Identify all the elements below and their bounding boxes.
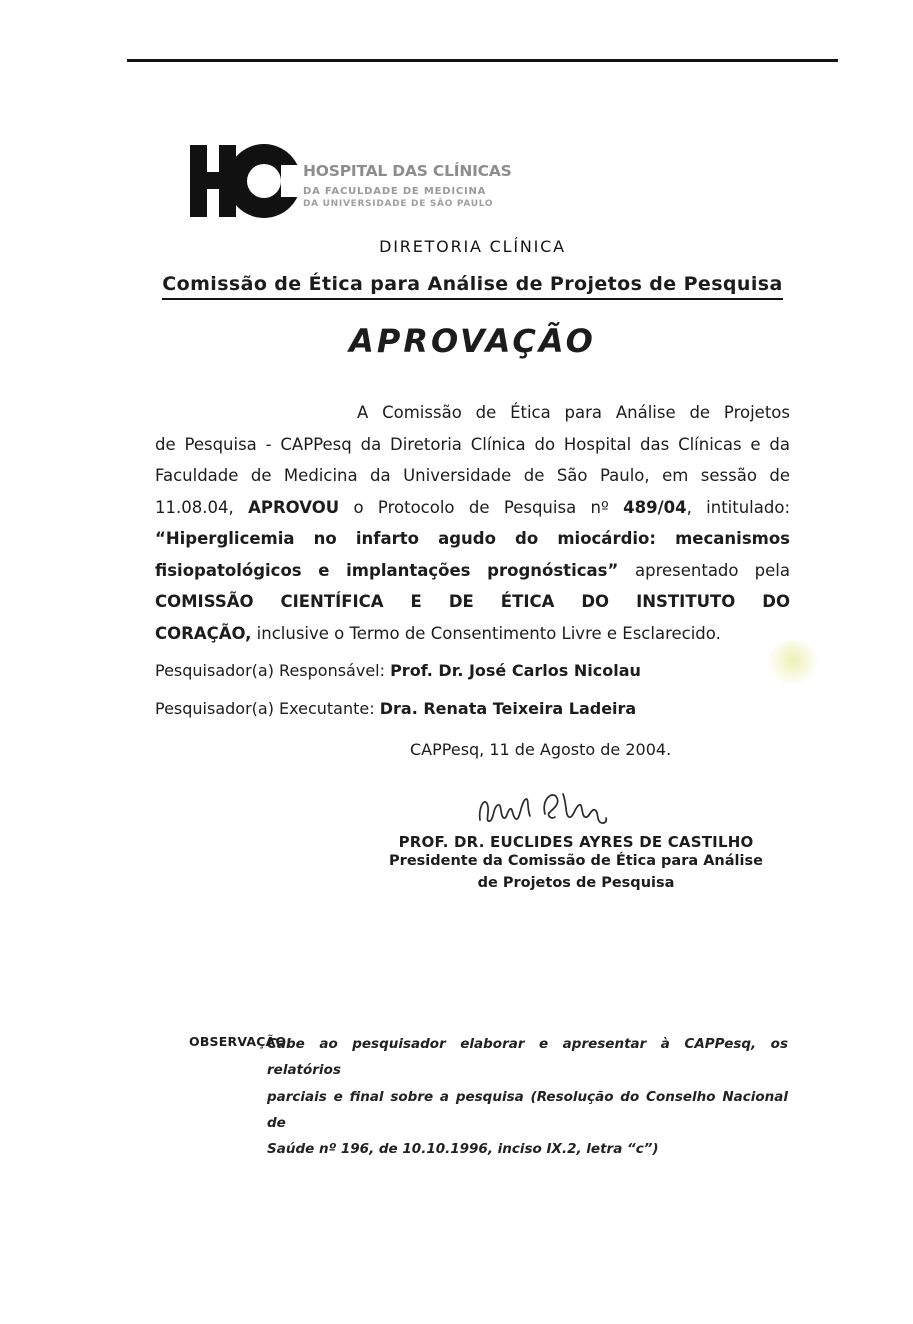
body-line: fisiopatológicos e implantações prognósticas” apresentado pela: [155, 560, 790, 580]
executing-researcher-label: Pesquisador(a) Executante:: [155, 699, 380, 718]
signatory-role-line1: Presidente da Comissão de Ética para Análise: [389, 853, 763, 869]
body-line: de Pesquisa - CAPPesq da Diretoria Clínica do Hospital das Clínicas e da: [155, 434, 790, 454]
signatory-name: PROF. DR. EUCLIDES AYRES DE CASTILHO: [398, 833, 754, 851]
body-line: CORAÇÃO, inclusive o Termo de Consentimento Livre e Esclarecido.: [155, 623, 721, 643]
body-line: “Hiperglicemia no infarto agudo do miocárdio: mecanismos: [155, 529, 790, 548]
logo-faculty-line: DA FACULDADE DE MEDICINA: [303, 185, 487, 197]
logo-hospital-name: HOSPITAL DAS CLÍNICAS: [303, 162, 512, 180]
observation-label: OBSERVAÇÃO:: [189, 1034, 292, 1049]
executing-researcher-row: [155, 699, 795, 718]
responsible-researcher-row: [155, 661, 795, 680]
body-line: Faculdade de Medicina da Universidade de São Paulo, em sessão de: [155, 466, 790, 485]
observation-line: parciais e final sobre a pesquisa (Resolução do Conselho Nacional de: [267, 1088, 788, 1131]
body-line: COMISSÃO CIENTÍFICA E DE ÉTICA DO INSTITUTO DO: [155, 592, 790, 611]
signature-block: [370, 786, 782, 894]
handwritten-signature-icon: [475, 786, 610, 832]
signatory-role-line2: de Projetos de Pesquisa: [477, 874, 675, 891]
approval-paragraph: [155, 397, 790, 649]
hospital-hc-logo-icon: [188, 141, 304, 221]
commission-heading: Comissão de Ética para Análise de Projetos de Pesquisa: [162, 273, 782, 300]
responsible-researcher-label: Pesquisador(a) Responsável:: [155, 661, 391, 680]
observation-note: [267, 1031, 788, 1162]
commission-heading-wrap: [155, 273, 790, 300]
body-line: A Comissão de Ética para Análise de Projetos: [357, 403, 790, 422]
observation-line: Saúde nº 196, de 10.10.1996, inciso IX.2, letra “c”): [267, 1141, 659, 1158]
yellow-scan-smudge: [768, 640, 818, 686]
dateline: CAPPesq, 11 de Agosto de 2004.: [410, 740, 672, 759]
top-horizontal-rule: [127, 59, 838, 62]
body-line: 11.08.04, APROVOU o Protocolo de Pesquisa nº 489/04, intitulado:: [155, 497, 791, 517]
department-heading: DIRETORIA CLÍNICA: [379, 237, 566, 256]
responsible-researcher-name: Prof. Dr. José Carlos Nicolau: [390, 661, 641, 680]
hospital-logo-text: [303, 164, 512, 209]
document-title: APROVAÇÃO: [349, 322, 596, 360]
logo-university-line: DA UNIVERSIDADE DE SÃO PAULO: [303, 198, 494, 209]
executing-researcher-name: Dra. Renata Teixeira Ladeira: [379, 699, 637, 718]
observation-line: Cabe ao pesquisador elaborar e apresentar à CAPPesq, os relatórios: [267, 1036, 788, 1079]
